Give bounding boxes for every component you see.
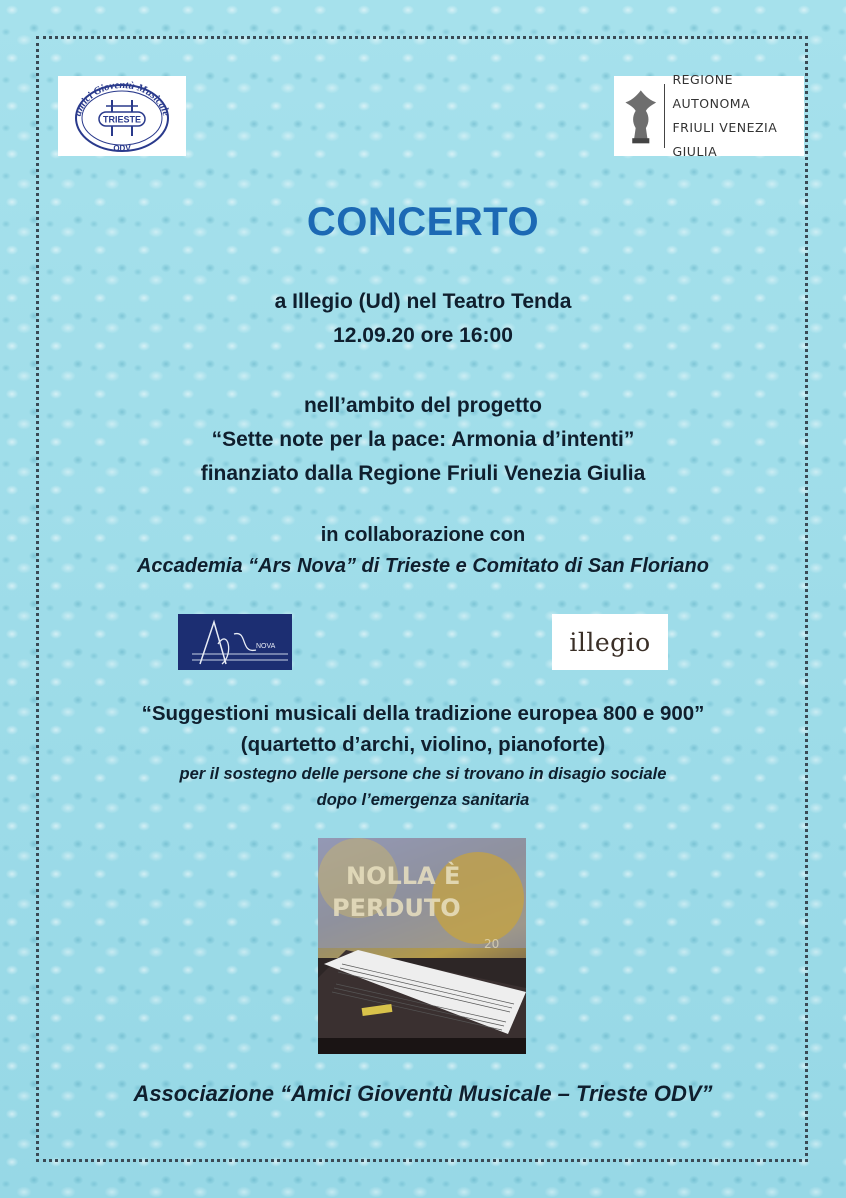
agm-trieste-text: TRIESTE [102, 114, 142, 125]
fvg-line-2: FRIULI VENEZIA GIULIA [672, 120, 778, 159]
eagle-icon [622, 80, 660, 152]
programme-instruments: (quartetto d’archi, violino, pianoforte) [240, 733, 606, 756]
footer-association: Associazione “Amici Gioventù Musicale – Trieste ODV” [133, 1081, 713, 1106]
datetime-text: 12.09.20 ore 16:00 [333, 324, 513, 347]
fvg-divider [664, 84, 665, 148]
project-name: “Sette note per la pace: Armonia d’intenti” [211, 428, 635, 451]
programme-title: “Suggestioni musicali della tradizione europea 800 e 900” [141, 702, 705, 725]
ars-nova-text: NOVA [256, 643, 276, 650]
agm-odv-text: ODV [113, 144, 131, 153]
photo-text-3: 20 [484, 937, 500, 951]
photo-text-1: NOLLA È [346, 862, 461, 890]
project-intro: nell’ambito del progetto [303, 394, 542, 417]
concert-photo [318, 838, 526, 1054]
regione-fvg-logo [614, 72, 804, 159]
collaboration-partners: Accademia “Ars Nova” di Trieste e Comitato di San Floriano [136, 555, 709, 577]
programme-purpose-1: per il sostegno delle persone che si trovano in disagio sociale [179, 765, 667, 783]
fvg-text-block [672, 68, 804, 164]
collaboration-intro: in collaborazione con [320, 524, 526, 546]
programme-purpose-2: dopo l’emergenza sanitaria [316, 791, 530, 809]
agm-arc-text: amici Gioventù Musicale [72, 79, 172, 118]
project-funding: finanziato dalla Regione Friuli Venezia Giulia [200, 462, 646, 485]
page-title: CONCERTO [306, 200, 540, 244]
illegio-logo: illegio [552, 614, 668, 670]
fvg-line-1: REGIONE AUTONOMA [672, 72, 751, 111]
sheet-music-photo-icon [318, 838, 526, 1054]
ars-nova-logo [178, 614, 292, 670]
amici-gioventu-musicale-logo [58, 76, 186, 156]
agm-seal-icon [62, 78, 182, 154]
venue-text: a Illegio (Ud) nel Teatro Tenda [274, 290, 572, 313]
ars-nova-mark-icon [178, 614, 292, 670]
photo-text-2: PERDUTO [332, 894, 461, 922]
